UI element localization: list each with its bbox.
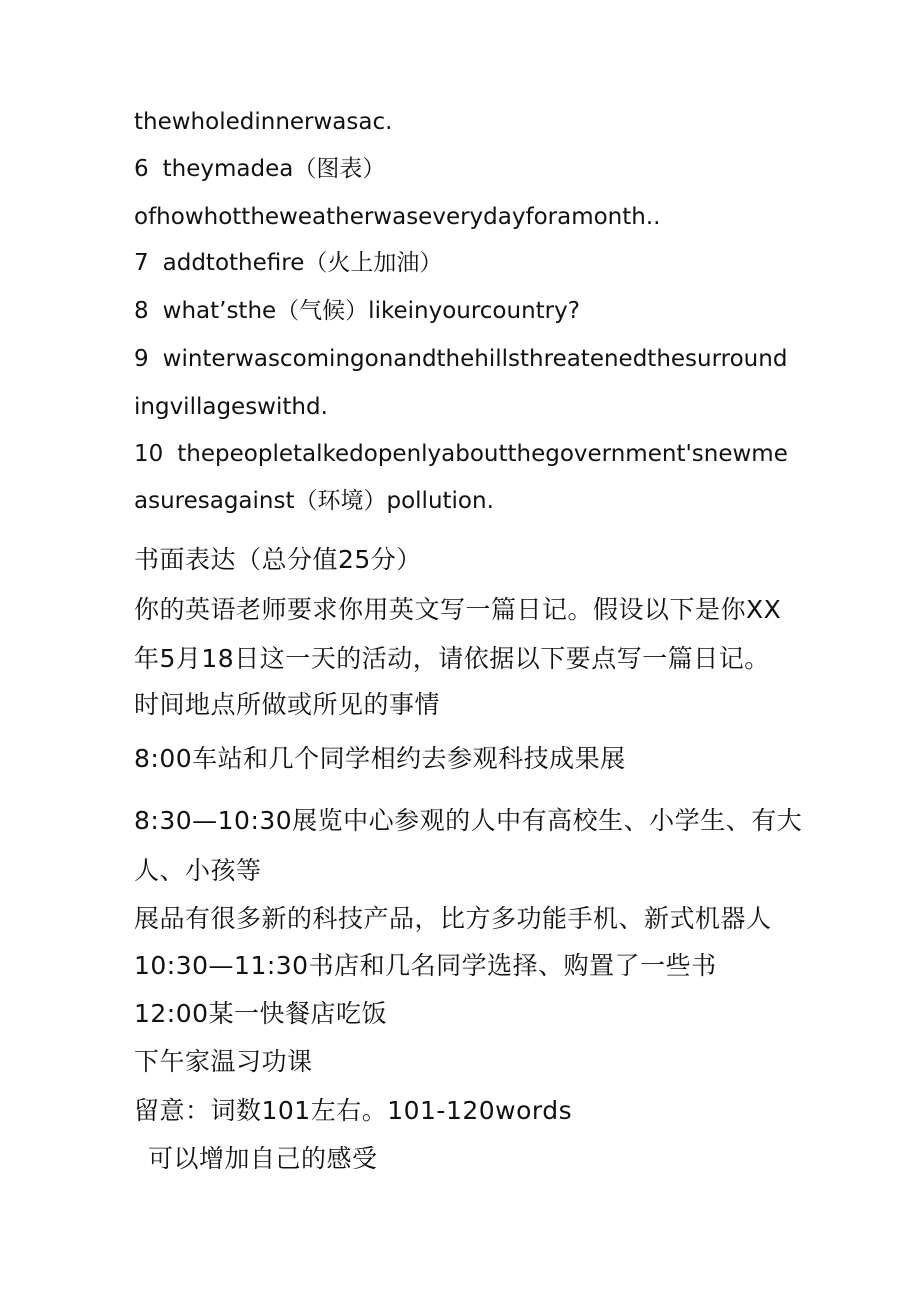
exercise-item-9 [134,348,787,371]
writing-prompt-line-2: 年5月18日这一天的活动，请依据以下要点写一篇日记。 [134,644,770,673]
exercise-item-6-cont [134,206,660,229]
exercise-line-prev-tail: thewholedinnerwasac. [134,109,393,135]
item-text: what’sthe（气候）likeinyourcountry? [162,298,580,324]
item-text: ofhowhottheweatherwaseverydayforamonth.. [134,204,661,230]
exercise-item-9-cont [134,396,328,419]
schedule-item: 8:30—10:30展览中心参观的人中有高校生、小学生、有大 [134,806,803,835]
schedule-item: 人、小孩等 [134,856,262,885]
schedule-item: 10:30—11:30书店和几名同学选择、购置了一些书 [134,951,717,980]
item-number: 6 [134,156,149,182]
item-text: addtothefire（火上加油） [162,250,443,276]
schedule-columns-label: 时间地点所做或所见的事情 [134,690,441,719]
exercise-item-8 [134,300,580,323]
schedule-item: 下午家温习功课 [134,1047,313,1076]
item-text: thepeopletalkedopenlyaboutthegovernment'snewme [177,441,788,467]
item-number: 9 [134,346,149,372]
item-number: 10 [134,441,164,467]
schedule-item: 展品有很多新的科技产品，比方多功能手机、新式机器人 [134,904,772,933]
schedule-item: 8:00车站和几个同学相约去参观科技成果展 [134,744,626,773]
exercise-item-10-cont [134,490,494,513]
writing-heading: 书面表达（总分值25分） [134,545,422,574]
item-text: theymadea（图表） [162,156,386,182]
writing-note: 留意：词数101左右。101-120words [134,1096,573,1125]
item-text: ingvillageswithd. [134,394,328,420]
item-text: asuresagainst（环境）pollution. [134,488,494,514]
item-number: 7 [134,250,149,276]
item-text: winterwascomingonandthehillsthreatenedthesurround [162,346,788,372]
exercise-item-10 [134,443,788,466]
writing-prompt-line-1: 你的英语老师要求你用英文写一篇日记。假设以下是你XX [134,595,782,624]
writing-note-extra: 可以增加自己的感受 [148,1144,378,1173]
item-number: 8 [134,298,149,324]
exercise-item-7 [134,252,442,275]
schedule-item: 12:00某一快餐店吃饭 [134,999,388,1028]
exercise-item-6 [134,158,385,181]
